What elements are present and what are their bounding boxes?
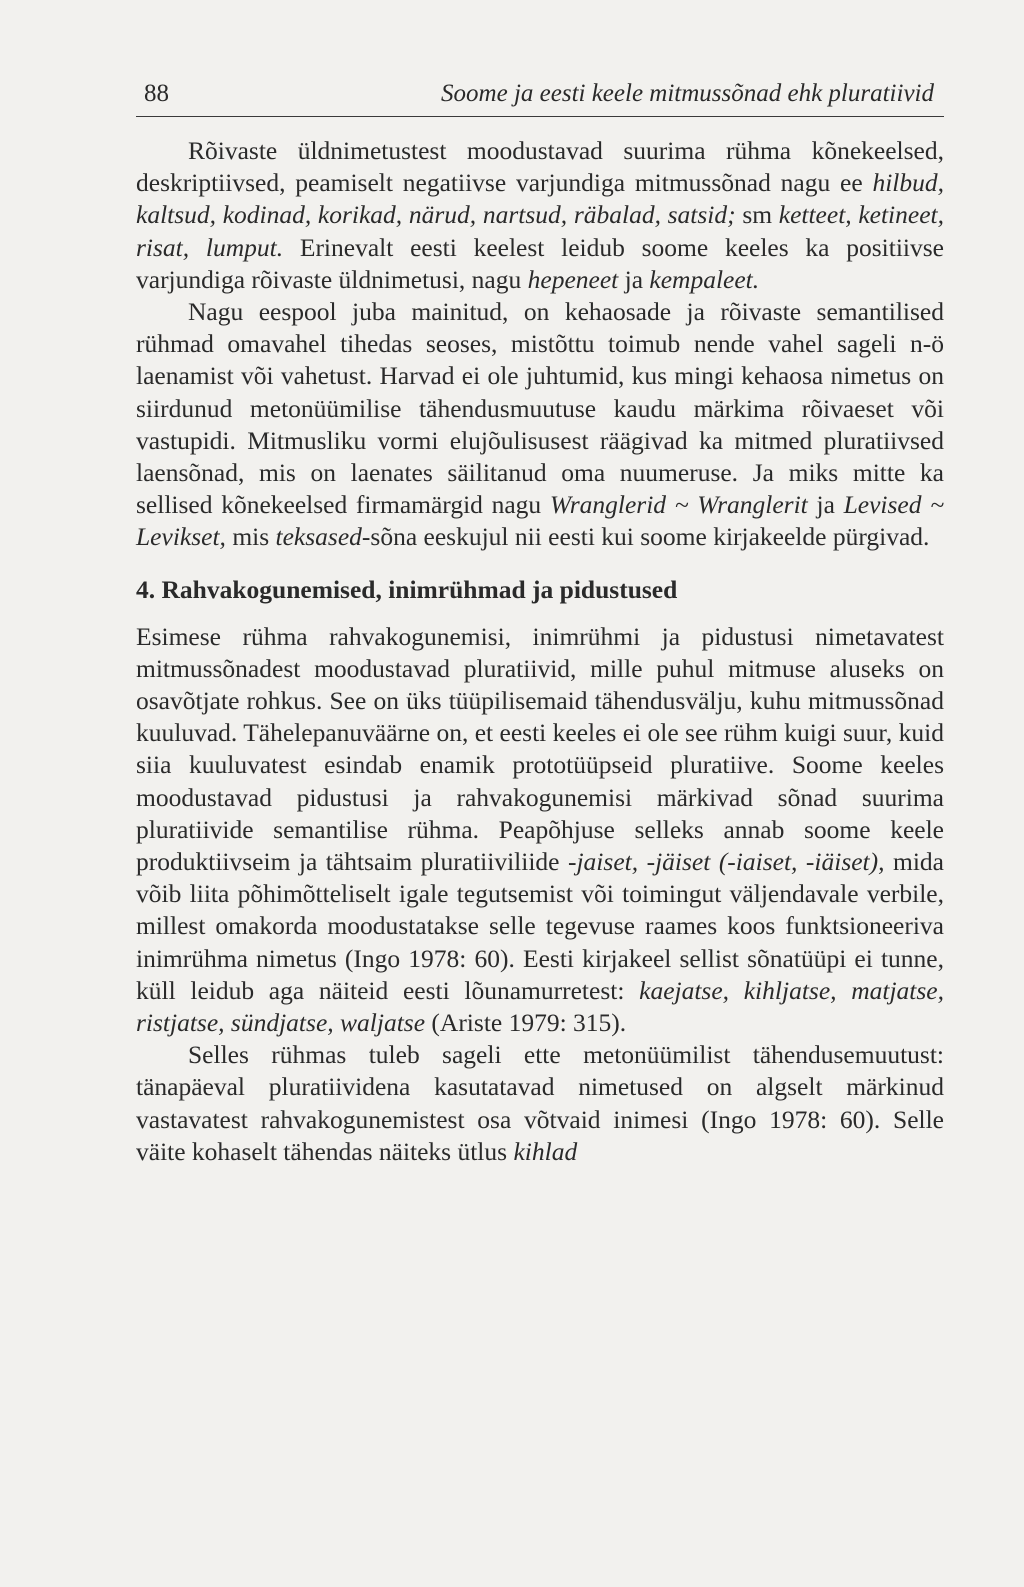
text-run: Selles rühmas tuleb sageli ette metonüümilist tähendusemuutust: tänapäeval pluratiividena kasutatavad nimetused on algselt märkinud vastavatest rahvakogunemistest osa võtvaid inimesi (Ingo 1978: 60). Selle väite kohaselt tähendas näiteks ütlus <box>136 1040 944 1166</box>
body-text <box>136 135 944 1168</box>
running-title: Soome ja eesti keele mitmussõnad ehk pluratiivid <box>441 80 934 107</box>
italic-text: -jaiset, -jäiset (-iaiset, -iäiset), <box>567 847 885 877</box>
italic-text: hepeneet <box>527 264 619 294</box>
page-number: 88 <box>144 80 169 107</box>
italic-text: Levised ~ Levikset, <box>136 490 944 552</box>
italic-text: kihlad <box>513 1136 578 1166</box>
text-run: sm <box>735 200 779 230</box>
italic-text: kaejatse, kihljatse, matjatse, ristjatse, sündjatse, waljatse <box>136 975 944 1038</box>
paragraph <box>136 1039 944 1168</box>
text-run: Rõivaste üldnimetustest moodustavad suurima rühma kõnekeelsed, deskriptiivsed, peamiselt negatiivse varjundiga mitmussõnad nagu ee <box>136 136 944 198</box>
italic-text: kempaleet. <box>649 264 760 294</box>
paragraph <box>136 135 944 296</box>
italic-text: Wranglerid ~ Wranglerit <box>549 490 808 520</box>
section-heading <box>136 574 944 606</box>
italic-text: ketteet, ketineet, risat, lumput. <box>136 200 944 262</box>
paragraph <box>136 296 944 554</box>
text-run: Esimese rühma rahvakogunemisi, inimrühmi ja pidustusi nimetavatest mitmussõnadest moodustavad pluratiivid, mille puhul mitmuse aluseks on osavõtjate rohkus. See on üks tüüpilisemaid tähendusvälju, kuhu mitmussõnad kuuluvad. Tähelepanuväärne on, et eesti keeles ei ole see rühm kuigi suur, kuid siia kuuluvatest esindab enamik prototüüpseid pluratiive. Soome keeles moodustavad pidustusi ja rahvakogunemisi märkivad sõnad suurima pluratiivide semantilise rühma. Peapõhjuse selleks annab soome keele produktiivseim ja tähtsaim pluratiiviliide <box>136 621 944 877</box>
text-run: ja <box>807 490 844 520</box>
text-run: Nagu eespool juba mainitud, on kehaosade ja rõivaste semantilised rühmad omavahel tihedas seoses, mistõttu toimub nende vahel sageli n-ö laenamist või vahetust. Harvad ei ole juhtumid, kus mingi kehaosa nimetus on siirdunud metonüümilise tähendusmuutuse kaudu märkima rõivaeset või vastupidi. Mitmusliku vormi elujõulisusest räägivad ka mitmed pluratiivsed laensõnad, mis on laenates säilitanud oma nuumeruse. Ja miks mitte ka sellised kõnekeelsed firmamärgid nagu <box>136 297 944 520</box>
text-run: Erinevalt eesti keelest leidub soome keeles ka positiivse varjundiga rõivaste üldnimetusi, nagu <box>136 232 944 294</box>
italic-text: teksased <box>275 522 362 552</box>
italic-text: hilbud, kaltsud, kodinad, korikad, närud, nartsud, räbalad, satsid; <box>136 168 944 230</box>
text-run: ja <box>618 264 650 294</box>
text-run: mis <box>225 522 276 552</box>
paragraph <box>136 621 944 1040</box>
text-run: mida võib liita põhimõtteliselt igale tegutsemist või toimingut väljendavale verbile, millest omakorda moodustatakse selle tegevuse raames koos funktsioneeriva inimrühma nimetus (Ingo 1978: 60). Eesti kirjakeel sellist sõnatüüpi ei tunne, küll leidub aga näiteid eesti lõunamurretest: <box>136 847 944 1005</box>
text-run: 4. Rahvakogunemised, inimrühmad ja pidustused <box>136 574 678 604</box>
running-header <box>136 76 944 117</box>
text-run: (Ariste 1979: 315). <box>425 1008 627 1038</box>
text-run: -sõna eeskujul nii eesti kui soome kirjakeelde pürgivad. <box>361 522 930 552</box>
